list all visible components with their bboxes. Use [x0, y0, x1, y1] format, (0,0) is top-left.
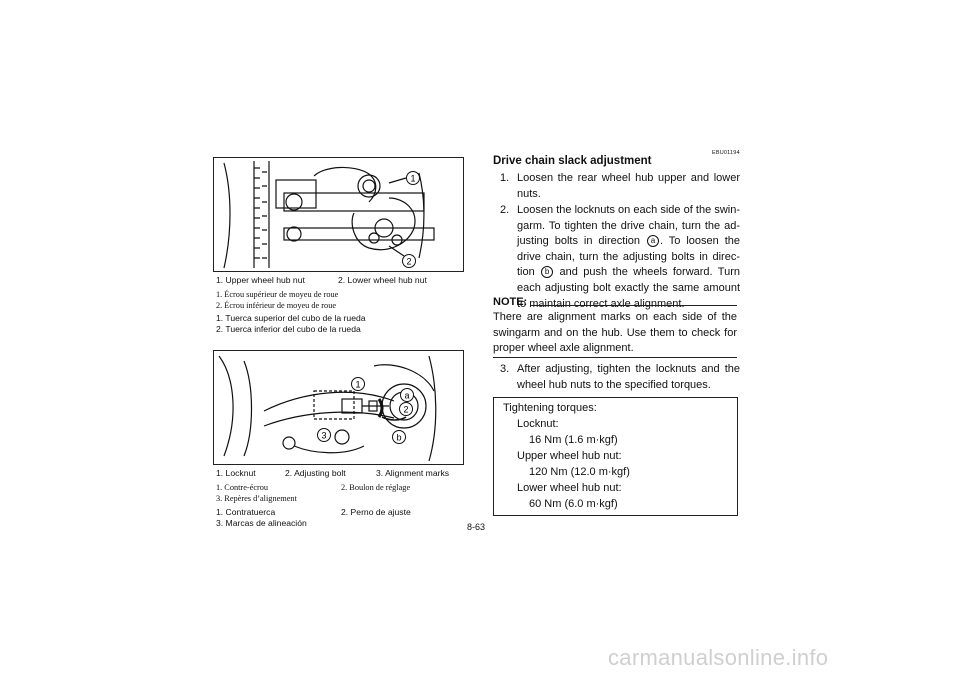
note-divider [530, 305, 737, 306]
wheel-hub-illustration [214, 158, 463, 271]
figure2-caption-es-2: 2. Perno de ajuste [341, 507, 411, 517]
figure2-callout-3: 3 [321, 430, 327, 441]
step-3-number: 3. [500, 363, 510, 375]
step-2 [500, 203, 740, 312]
figure2-callout-1: 1 [355, 379, 361, 390]
note-text: There are alignment marks on each side of the swingarm and on the hub. Use them to check for proper wheel axle alignment. [493, 311, 737, 355]
figure2-caption-fr-2: 2. Boulon de réglage [341, 483, 411, 492]
step-3-text: After adjusting, tighten the locknuts and the wheel hub nuts to the specified torques. [517, 363, 740, 391]
figure1-caption-es-2: 2. Tuerca inferior del cubo de la rueda [216, 324, 361, 334]
figure2-caption-en-3: 3. Alignment marks [376, 468, 450, 478]
step-3 [500, 362, 740, 393]
figure1-caption-en-1: 1. Upper wheel hub nut [216, 275, 305, 285]
direction-a-icon: a [647, 235, 659, 247]
step-2-text: Loosen the locknuts on each side of the swin-garm. To tighten the drive chain, turn the ad-justing bolts in direction a . To loosen the drive chain, turn the adjusting bolts in direc-tion b and push the wheels forward. Turn each adjusting bolt exactly the same amount to maintain correct axle alignment. [517, 204, 740, 310]
figure2-callout-2: 2 [403, 404, 409, 415]
figure2-callout-b: b [396, 432, 402, 443]
torque-upper-nut-value: 120 Nm (12.0 m·kgf) [529, 466, 630, 478]
figure2-caption-fr-3: 3. Repères d’alignement [216, 494, 297, 503]
step-1 [500, 171, 740, 202]
torque-heading: Tightening torques: [503, 402, 597, 414]
figure1-callout-1: 1 [410, 173, 416, 184]
figure1-callout-2: 2 [406, 256, 412, 267]
figure2-caption-fr-1: 1. Contre-écrou [216, 483, 269, 492]
torque-upper-nut-label: Upper wheel hub nut: [517, 450, 622, 462]
figure2-caption-es-3: 3. Marcas de alineación [216, 518, 307, 528]
figure-adjusting-bolt [213, 350, 464, 465]
torque-lower-nut-label: Lower wheel hub nut: [517, 482, 622, 494]
figure1-caption-es-1: 1. Tuerca superior del cubo de la rueda [216, 313, 366, 323]
step-2-number: 2. [500, 204, 510, 216]
page-number: 8-63 [467, 522, 486, 532]
torque-locknut-label: Locknut: [517, 418, 559, 430]
note-label: NOTE: [493, 296, 528, 308]
direction-b-icon: b [541, 266, 553, 278]
figure2-caption-en-2: 2. Adjusting bolt [285, 468, 346, 478]
figure2-caption-es-1: 1. Contratuerca [216, 507, 276, 517]
step-1-text: Loosen the rear wheel hub upper and lower nuts. [517, 172, 740, 200]
tightening-torques-box [493, 397, 738, 516]
figure-wheel-hub-nuts [213, 157, 464, 272]
torque-locknut-value: 16 Nm (1.6 m·kgf) [529, 434, 618, 446]
watermark: carmanualsonline.info [608, 645, 829, 670]
figure1-caption-fr-2: 2. Écrou inférieur de moyeu de roue [216, 301, 337, 310]
figure2-caption-en-1: 1. Locknut [216, 468, 256, 478]
step-1-number: 1. [500, 172, 510, 184]
section-title: Drive chain slack adjustment [493, 155, 652, 167]
figure1-caption-fr-1: 1. Écrou supérieur de moyeu de roue [216, 290, 339, 299]
figure2-callout-a: a [404, 390, 410, 401]
figure1-caption-en-2: 2. Lower wheel hub nut [338, 275, 427, 285]
adjusting-bolt-illustration [214, 351, 463, 464]
note-end-divider [493, 357, 737, 358]
torque-lower-nut-value: 60 Nm (6.0 m·kgf) [529, 498, 618, 510]
document-code: EBU01194 [712, 150, 740, 156]
